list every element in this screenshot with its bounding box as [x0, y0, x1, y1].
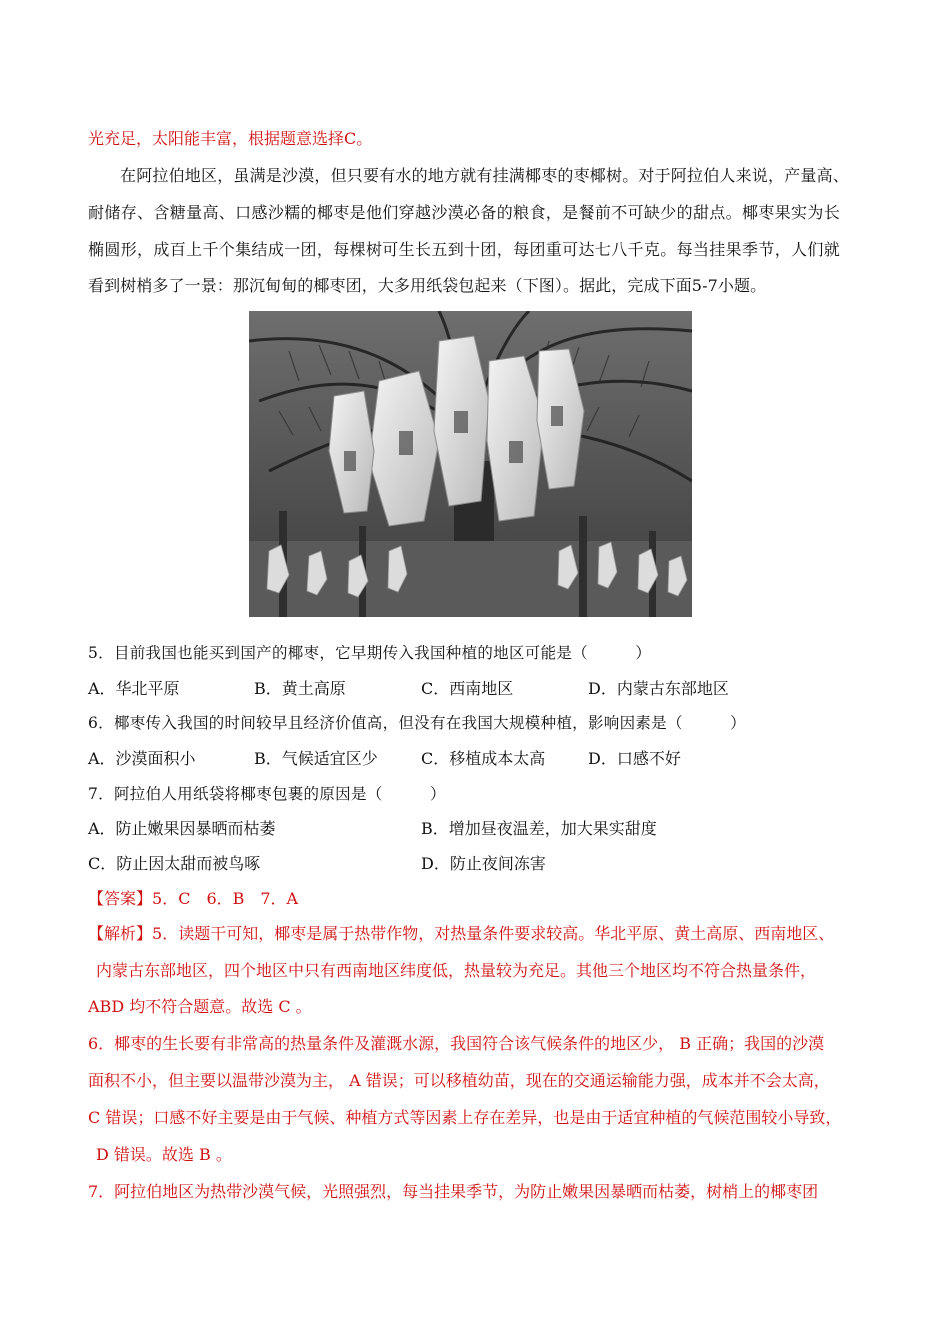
question-7-option-a: A．防止嫩果因暴晒而枯萎 — [88, 819, 276, 838]
date-palm-photo — [249, 311, 692, 617]
question-7-option-c: C．防止因太甜而被鸟啄 — [88, 854, 261, 873]
question-6-option-d: D．口感不好 — [588, 749, 681, 768]
analysis-line-2: 内蒙古东部地区，四个地区中只有西南地区纬度低，热量较为充足。其他三个地区均不符合热量条件， — [96, 961, 817, 980]
analysis-text-1: 5．读题干可知，椰枣是属于热带作物，对热量条件要求较高。华北平原、黄土高原、西南地区、 — [152, 924, 835, 943]
question-7-stem: 7．阿拉伯人用纸袋将椰枣包裹的原因是（ ） — [88, 785, 446, 803]
intro-tail: 光充足，太阳能丰富，根据题意选择C。 — [88, 129, 373, 148]
passage-line-1: 在阿拉伯地区，虽满是沙漠，但只要有水的地方就有挂满椰枣的枣椰树。对于阿拉伯人来说，产量高、 — [120, 166, 850, 185]
passage-line-4: 看到树梢多了一景：那沉甸甸的椰枣团，大多用纸袋包起来（下图）。据此，完成下面5-7小题。 — [88, 276, 767, 295]
analysis-label: 【解析】 — [88, 924, 153, 943]
analysis-line-8: 7．阿拉伯地区为热带沙漠气候，光照强烈，每当挂果季节，为防止嫩果因暴晒而枯萎，树梢上的椰枣团 — [88, 1182, 819, 1201]
question-7-option-b: B．增加昼夜温差，加大果实甜度 — [421, 819, 657, 838]
analysis-line-6: C 错误；口感不好主要是由于气候、种植方式等因素上存在差异，也是由于适宜种植的气候范围较小导致， — [88, 1108, 842, 1127]
question-5-option-d: D．内蒙古东部地区 — [588, 679, 729, 698]
photo-illustration — [249, 311, 692, 617]
question-6-option-b: B．气候适宜区少 — [254, 749, 378, 768]
analysis-line-1 — [88, 924, 834, 944]
question-6-option-c: C．移植成本太高 — [421, 749, 546, 768]
question-6-stem: 6．椰枣传入我国的时间较早且经济价值高，但没有在我国大规模种植，影响因素是（ ） — [88, 714, 746, 732]
question-5-option-c: C．西南地区 — [421, 679, 514, 698]
analysis-line-5: 面积不小，但主要以温带沙漠为主， A 错误；可以移植幼苗，现在的交通运输能力强，成本并不会太高， — [88, 1071, 830, 1090]
question-5-stem: 5．目前我国也能买到国产的椰枣，它早期传入我国种植的地区可能是（ ） — [88, 644, 652, 662]
analysis-line-4: 6．椰枣的生长要有非常高的热量条件及灌溉水源，我国符合该气候条件的地区少， B 正确；我国的沙漠 — [88, 1034, 825, 1053]
question-7-option-d: D．防止夜间冻害 — [421, 854, 546, 873]
analysis-line-3: ABD 均不符合题意。故选 C 。 — [88, 997, 312, 1016]
question-5-option-a: A．华北平原 — [88, 679, 180, 698]
answer-line — [88, 889, 298, 909]
answer-label: 【答案】 — [88, 889, 153, 908]
passage-line-2: 耐储存、含糖量高、口感沙糯的椰枣是他们穿越沙漠必备的粮食，是餐前不可缺少的甜点。椰枣果实为长 — [88, 203, 841, 222]
question-5-option-b: B．黄土高原 — [254, 679, 346, 698]
question-6-option-a: A．沙漠面积小 — [88, 749, 196, 768]
passage-line-3: 椭圆形，成百上千个集结成一团，每棵树可生长五到十团，每团重可达七八千克。每当挂果季节，人们就 — [88, 240, 841, 259]
answer-text: 5．C 6．B 7．A — [152, 889, 299, 908]
analysis-line-7: D 错误。故选 B 。 — [96, 1145, 232, 1164]
